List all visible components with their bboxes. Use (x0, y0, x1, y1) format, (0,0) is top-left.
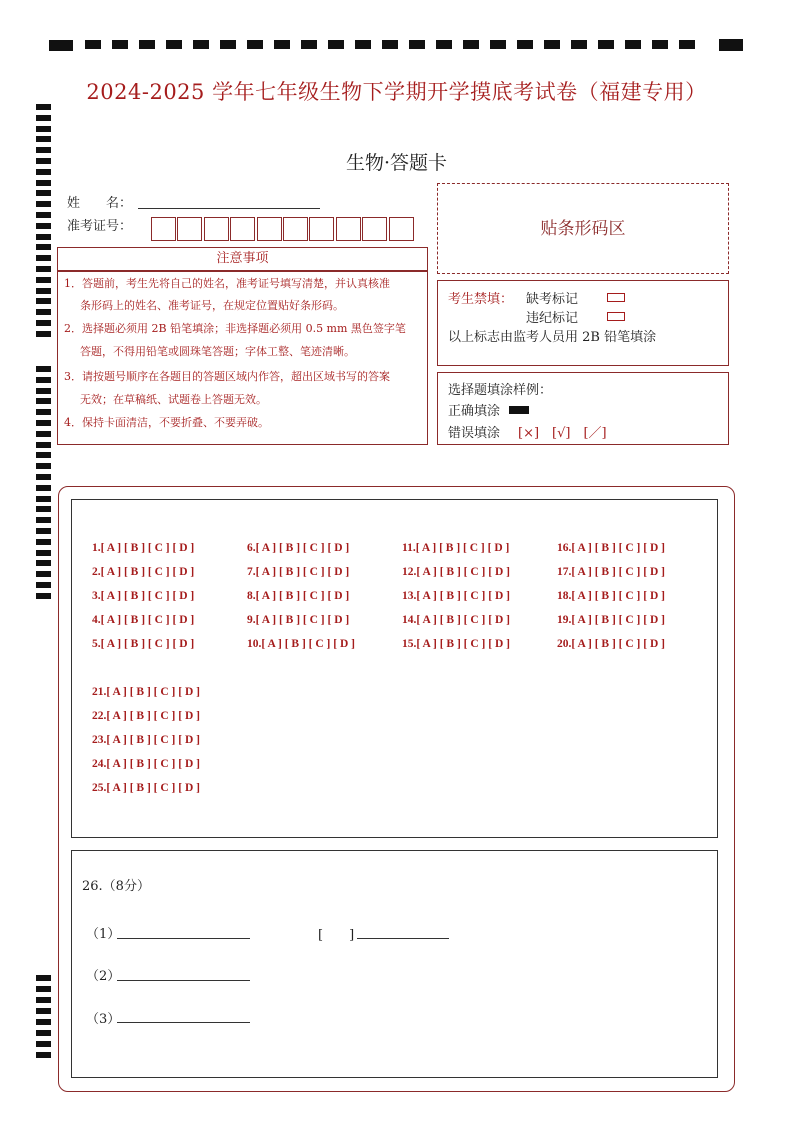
timing-mark (36, 528, 51, 534)
timing-mark (36, 398, 51, 404)
id-label: 准考证号： (67, 219, 133, 234)
timing-mark (36, 288, 51, 294)
timing-mark (36, 986, 51, 992)
timing-mark (36, 485, 51, 491)
choice-item[interactable] (92, 542, 194, 554)
timing-mark (36, 506, 51, 512)
timing-mark (36, 593, 51, 599)
prohibited-label: 考生禁填： (448, 292, 514, 307)
question-26-title: 26.（8分） (82, 879, 150, 894)
timing-mark (36, 115, 51, 121)
timing-mark (36, 234, 51, 240)
choice-item[interactable] (92, 734, 200, 746)
timing-mark (36, 223, 51, 229)
timing-mark (36, 377, 51, 383)
choice-options[interactable]: [ A ] [ B ] [ C ] [ D ] (100, 614, 195, 626)
timing-mark (36, 1019, 51, 1025)
timing-mark (36, 431, 51, 437)
choice-options[interactable]: [ A ] [ B ] [ C ] [ D ] (571, 614, 665, 626)
choice-number: 21. (92, 686, 107, 698)
choice-options[interactable]: [ A ] [ B ] [ C ] [ D ] (571, 542, 665, 554)
choice-options[interactable]: [ A ] [ B ] [ C ] [ D ] (416, 590, 510, 602)
choice-number: 2. (92, 566, 101, 578)
choice-number: 1. (92, 542, 101, 554)
choice-number: 4. (92, 614, 101, 626)
choice-item[interactable] (92, 686, 200, 698)
choice-item[interactable] (402, 590, 510, 602)
timing-mark (36, 517, 51, 523)
choice-number: 23. (92, 734, 107, 746)
prohibited-box (437, 280, 729, 366)
notice-line: 2．选择题必须用 2B 铅笔填涂；非选择题必须用 0.5 mm 黑色签字笔 (64, 322, 406, 335)
choice-number: 6. (247, 542, 256, 554)
choice-options[interactable]: [ A ] [ B ] [ C ] [ D ] (106, 686, 200, 698)
name-label: 姓 名： (67, 196, 133, 211)
choice-options[interactable]: [ A ] [ B ] [ C ] [ D ] (106, 734, 200, 746)
id-digit-cell[interactable] (283, 217, 308, 241)
timing-mark (36, 420, 51, 426)
id-digit-cell[interactable] (257, 217, 282, 241)
choice-item[interactable] (92, 590, 194, 602)
choice-item[interactable] (247, 590, 349, 602)
timing-mark (36, 1052, 51, 1058)
notice-header (57, 247, 428, 271)
choice-options[interactable]: [ A ] [ B ] [ C ] [ D ] (100, 638, 195, 650)
choice-number: 7. (247, 566, 256, 578)
choice-number: 25. (92, 782, 107, 794)
timing-mark (36, 201, 51, 207)
id-digit-cell[interactable] (389, 217, 414, 241)
choice-number: 14. (402, 614, 417, 626)
wrong-fill-label: 错误填涂 (448, 426, 501, 441)
choice-options[interactable]: [ A ] [ B ] [ C ] [ D ] (106, 758, 200, 770)
choice-number: 22. (92, 710, 107, 722)
violation-mark-label: 违纪标记 (526, 311, 579, 326)
choice-options[interactable]: [ A ] [ B ] [ C ] [ D ] (571, 638, 665, 650)
name-field[interactable] (138, 208, 320, 209)
q26-part-1-answer-b[interactable] (357, 938, 449, 939)
q26-part-3-label: （3） (86, 1012, 121, 1027)
choice-options[interactable]: [ A ] [ B ] [ C ] [ D ] (255, 590, 350, 602)
choice-item[interactable] (247, 566, 349, 578)
absent-mark-box[interactable] (607, 293, 625, 302)
choice-item[interactable] (557, 566, 665, 578)
choice-item[interactable] (402, 542, 509, 554)
timing-mark (36, 1008, 51, 1014)
question-26-section (71, 850, 718, 1078)
choice-number: 13. (402, 590, 417, 602)
wrong-fill-samples: [×] [√] [／] (518, 426, 607, 441)
timing-mark (36, 463, 51, 469)
violation-mark-box[interactable] (607, 312, 625, 321)
notice-line: 答题，不得用铅笔或圆珠笔答题；字体工整、笔迹清晰。 (80, 345, 355, 358)
barcode-label: 贴条形码区 (540, 219, 626, 239)
choice-options[interactable]: [ A ] [ B ] [ C ] [ D ] (416, 638, 510, 650)
timing-mark (36, 277, 51, 283)
timing-mark (36, 255, 51, 261)
choice-item[interactable] (92, 566, 194, 578)
timing-mark (36, 190, 51, 196)
choice-number: 12. (402, 566, 417, 578)
timing-mark (36, 366, 51, 372)
notice-line: 4．保持卡面清洁，不要折叠、不要弄破。 (64, 416, 269, 429)
notice-line: 无效；在草稿纸、试题卷上答题无效。 (80, 393, 267, 406)
correct-fill-label: 正确填涂 (448, 404, 501, 419)
q26-part-1-label: （1） (86, 927, 121, 942)
timing-mark (36, 244, 51, 250)
choice-options[interactable]: [ A ] [ B ] [ C ] [ D ] (571, 590, 665, 602)
choice-options[interactable]: [ A ] [ B ] [ C ] [ D ] (416, 566, 510, 578)
q26-part-2-answer[interactable] (117, 980, 250, 981)
timing-mark (36, 320, 51, 326)
timing-mark (36, 997, 51, 1003)
correct-fill-sample (509, 406, 529, 414)
timing-mark (36, 136, 51, 142)
choice-number: 10. (247, 638, 262, 650)
fill-example-box (437, 372, 729, 445)
choice-item[interactable] (247, 614, 349, 626)
absent-mark-label: 缺考标记 (526, 292, 579, 307)
choice-number: 3. (92, 590, 101, 602)
choice-item[interactable] (92, 614, 194, 626)
timing-mark (36, 474, 51, 480)
choice-item[interactable] (557, 590, 665, 602)
choice-number: 20. (557, 638, 572, 650)
choice-options[interactable]: [ A ] [ B ] [ C ] [ D ] (415, 542, 510, 554)
timing-mark (36, 388, 51, 394)
choice-options[interactable]: [ A ] [ B ] [ C ] [ D ] (106, 710, 200, 722)
choice-item[interactable] (557, 614, 665, 626)
timing-mark (36, 126, 51, 132)
timing-mark (36, 496, 51, 502)
choice-number: 11. (402, 542, 416, 554)
timing-mark (36, 582, 51, 588)
id-digit-cell[interactable] (151, 217, 176, 241)
choice-number: 5. (92, 638, 101, 650)
id-digit-cell[interactable] (204, 217, 229, 241)
choice-options[interactable]: [ A ] [ B ] [ C ] [ D ] (255, 566, 350, 578)
id-digit-cell[interactable] (230, 217, 255, 241)
timing-mark (36, 266, 51, 272)
choice-options[interactable]: [ A ] [ B ] [ C ] [ D ] (416, 614, 510, 626)
id-digit-cell[interactable] (309, 217, 334, 241)
timing-mark (36, 1030, 51, 1036)
timing-mark (36, 180, 51, 186)
choice-number: 17. (557, 566, 572, 578)
timing-mark (36, 442, 51, 448)
choice-options[interactable]: [ A ] [ B ] [ C ] [ D ] (571, 566, 665, 578)
choice-item[interactable] (247, 542, 349, 554)
q26-part-2-label: （2） (86, 969, 121, 984)
notice-body (57, 271, 428, 445)
choice-options[interactable]: [ A ] [ B ] [ C ] [ D ] (106, 782, 200, 794)
choice-number: 15. (402, 638, 417, 650)
barcode-area (437, 183, 729, 274)
timing-mark (36, 452, 51, 458)
card-subtitle: 生物·答题卡 (345, 152, 448, 174)
choice-item[interactable] (557, 638, 665, 650)
choice-number: 9. (247, 614, 256, 626)
choice-item[interactable] (402, 614, 510, 626)
timing-mark (36, 560, 51, 566)
choice-item[interactable] (247, 638, 355, 650)
choice-number: 16. (557, 542, 572, 554)
choice-item[interactable] (92, 638, 194, 650)
notice-line: 1．答题前，考生先将自己的姓名，准考证号填写清楚，并认真核准 (64, 277, 390, 290)
page-title: 2024-2025 学年七年级生物下学期开学摸底考试卷（福建专用） (86, 80, 707, 104)
choice-item[interactable] (402, 566, 510, 578)
choice-number: 18. (557, 590, 572, 602)
timing-mark (36, 309, 51, 315)
choice-item[interactable] (92, 758, 200, 770)
choice-options[interactable]: [ A ] [ B ] [ C ] [ D ] (100, 566, 195, 578)
notice-line: 3．请按题号顺序在各题目的答题区域内作答，超出区域书写的答案 (64, 370, 390, 383)
timing-mark (36, 409, 51, 415)
choice-options[interactable]: [ A ] [ B ] [ C ] [ D ] (261, 638, 355, 650)
id-digit-cell[interactable] (362, 217, 387, 241)
timing-mark (36, 550, 51, 556)
choice-item[interactable] (557, 542, 665, 554)
choice-options[interactable]: [ A ] [ B ] [ C ] [ D ] (100, 542, 195, 554)
id-digit-cell[interactable] (336, 217, 361, 241)
id-digit-cell[interactable] (177, 217, 202, 241)
notice-line: 条形码上的姓名、准考证号，在规定位置贴好条形码。 (80, 299, 344, 312)
timing-mark (36, 975, 51, 981)
choice-number: 19. (557, 614, 572, 626)
timing-mark (36, 331, 51, 337)
choice-options[interactable]: [ A ] [ B ] [ C ] [ D ] (255, 614, 350, 626)
choice-item[interactable] (92, 710, 200, 722)
timing-mark (36, 1041, 51, 1047)
q26-part-3-answer[interactable] (117, 1022, 250, 1023)
choice-options[interactable]: [ A ] [ B ] [ C ] [ D ] (100, 590, 195, 602)
timing-mark (36, 539, 51, 545)
fill-example-title: 选择题填涂样例： (448, 383, 553, 398)
timing-mark (36, 571, 51, 577)
choice-options[interactable]: [ A ] [ B ] [ C ] [ D ] (255, 542, 350, 554)
timing-mark (36, 298, 51, 304)
prohibited-note: 以上标志由监考人员用 2B 铅笔填涂 (448, 330, 657, 345)
timing-mark (36, 212, 51, 218)
q26-part-1-answer[interactable] (117, 938, 250, 939)
notice-title: 注意事项 (216, 251, 269, 266)
choice-number: 8. (247, 590, 256, 602)
choice-number: 24. (92, 758, 107, 770)
choice-item[interactable] (402, 638, 510, 650)
q26-part-1-bracket[interactable]: [ ] (318, 928, 355, 943)
choice-item[interactable] (92, 782, 200, 794)
